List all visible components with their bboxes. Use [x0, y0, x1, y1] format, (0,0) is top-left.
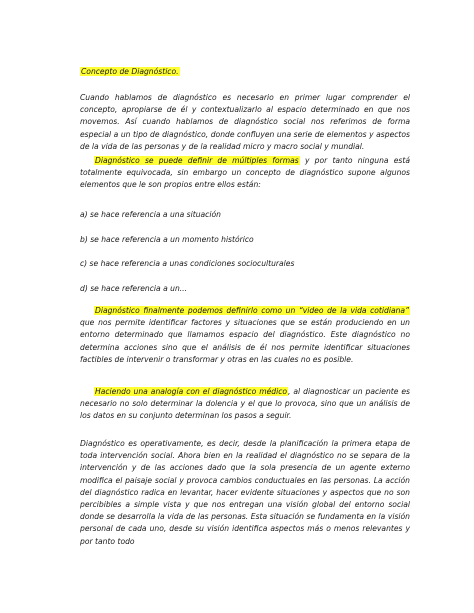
paragraph-medical-analogy	[80, 386, 410, 423]
definition-text: y por tanto ninguna está totalmente equivocada, sin embargo un concepto de diagnóstico supone algunos elementos que le son propios entre ellos están:	[80, 156, 411, 190]
paragraph-video-definition	[80, 305, 410, 366]
analogy-highlight: Haciendo una analogía con el diagnóstico médico	[95, 387, 288, 396]
list-item-d: d) se hace referencia a un...	[80, 284, 187, 293]
list-item-c: c) se hace referencia a unas condiciones socioculturales	[80, 259, 295, 268]
paragraph-intro: Cuando hablamos de diagnóstico es necesario en primer lugar comprender el concepto, apropiarse de él y contextualizarlo al espacio determinado en que nos movemos. Así cuando hablamos de diagnóstico social nos referimos de forma especial a un tipo de diagnóstico, donde confluyen una serie de elementos y aspectos de la vida de las personas y de la realidad micro y macro social y mundial.	[80, 93, 410, 151]
video-text: que nos permite identificar factores y situaciones que se están produciendo en un entorno determinado que llamamos espacio del diagnóstico. Este diagnóstico no determina acciones sino que el análisis de él nos permite identificar situaciones factibles de intervenir o transformar y otras en las cuales no es posible.	[80, 318, 410, 364]
document-title	[80, 66, 410, 78]
video-highlight: Diagnóstico finalmente podemos definirlo como un “video de la vida cotidiana”	[95, 306, 409, 315]
title-highlight: Concepto de Diagnóstico.	[81, 67, 179, 76]
analogy-text: , al diagnosticar un paciente es necesario no solo determinar la dolencia y el que lo provoca, sino que un análisis de los datos en su conjunto determinan los pasos a seguir.	[80, 387, 410, 421]
paragraph-definition	[80, 155, 410, 192]
paragraph-operative: Diagnóstico es operativamente, es decir, desde la planificación la primera etapa de toda intervención social. Ahora bien en la realidad el diagnóstico no se separa de la intervención y de las acciones dado que la sola presencia de un agente externo modifica el paisaje social y provoca cambios conductuales en las personas. La acción del diagnóstico radica en levantar, hacer evidente situaciones y aspectos que no son percibibles a simple vista y que nos entregan una visión global del entorno social donde se desarrolla la vida de las personas. Esta situación se fundamenta en la visión personal de cada uno, desde su visión identifica aspectos más o menos relevantes y por tanto todo	[80, 439, 410, 546]
definition-highlight: Diagnóstico se puede definir de múltiples formas	[95, 156, 299, 165]
list-item-b: b) se hace referencia a un momento histórico	[80, 235, 254, 244]
list-item-a: a) se hace referencia a una situación	[80, 210, 221, 219]
